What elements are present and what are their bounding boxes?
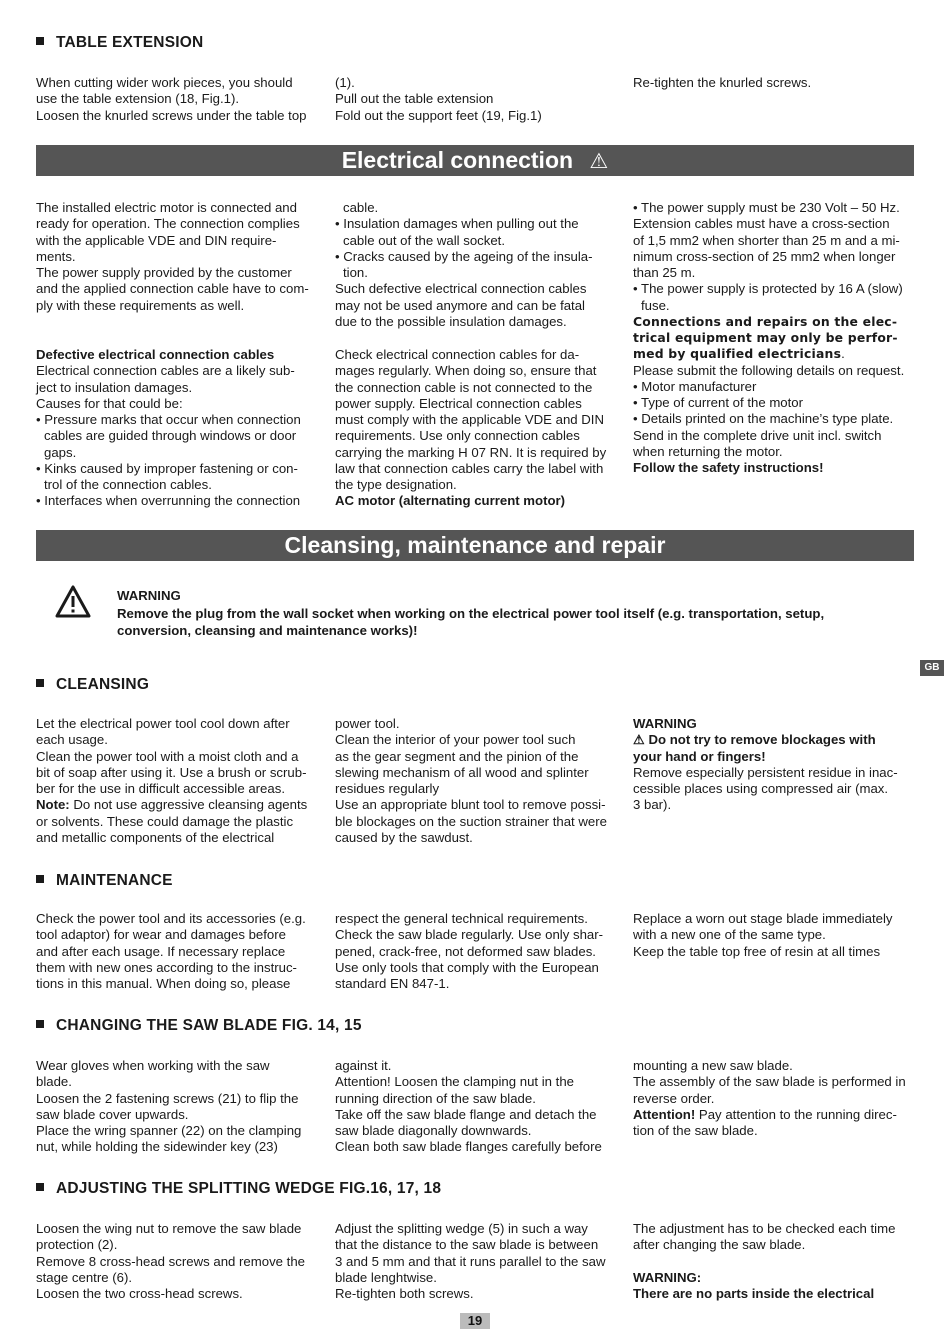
text-line: ject to insulation damages. <box>36 379 193 395</box>
bold-line: trical equipment may only be perfor- <box>633 330 898 345</box>
text-line: Re-tighten both screws. <box>335 1286 474 1301</box>
text-line: The adjustment has to be checked each time <box>633 1221 896 1236</box>
text-line: against it. <box>335 1058 392 1073</box>
text-line: Loosen the two cross-head screws. <box>36 1286 243 1301</box>
text-line: Please submit the following details on request. <box>633 362 905 378</box>
text-line: than 25 m. <box>633 265 696 280</box>
heading-text: MAINTENANCE <box>56 872 173 889</box>
text-line: Use an appropriate blunt tool to remove possi- <box>335 797 606 813</box>
section-heading-cleansing <box>36 676 149 694</box>
text-line: tion of the saw blade. <box>633 1123 758 1138</box>
text-line: Send in the complete drive unit incl. switch <box>633 427 882 443</box>
text-line: respect the general technical requirements. <box>335 911 588 926</box>
text-line: The installed electric motor is connected and <box>36 200 297 215</box>
text-line: protection (2). <box>36 1237 118 1253</box>
text-line: Clean both saw blade flanges carefully before <box>335 1139 602 1155</box>
text-line: with a new one of the same type. <box>633 927 826 943</box>
bullet-line: • Insulation damages when pulling out the <box>335 216 579 232</box>
text-line: Adjust the splitting wedge (5) in such a way <box>335 1221 588 1236</box>
text-line: Re-tighten the knurled screws. <box>633 75 812 90</box>
splitting-col2 <box>335 1221 617 1302</box>
electrical-col2-bottom <box>335 347 617 510</box>
text-line: as the gear segment and the pinion of the <box>335 748 579 764</box>
maintenance-col3 <box>633 911 915 960</box>
text-line: 3 bar). <box>633 797 672 813</box>
text-line: cables are guided through windows or door <box>44 428 297 444</box>
bar-title: Electrical connection <box>341 147 574 173</box>
text-line: Check electrical connection cables for da- <box>335 347 580 362</box>
text-line: and after each usage. If necessary replace <box>36 943 286 959</box>
text-line: Do not use aggressive cleansing agents <box>69 797 308 813</box>
cleansing-maintenance-bar <box>36 530 914 561</box>
electrical-connection-bar <box>36 145 914 176</box>
text-line: of 1,5 mm2 when shorter than 25 m and a mi- <box>633 232 900 248</box>
electrical-col1-bottom <box>36 347 318 510</box>
square-bullet-icon <box>36 1183 44 1191</box>
text-line: tions in this manual. When doing so, please <box>36 976 291 991</box>
text-line: tool adaptor) for wear and damages before <box>36 927 286 943</box>
text-line: (1). <box>335 75 355 90</box>
text-line: Extension cables must have a cross-section <box>633 216 890 232</box>
text-line: reverse order. <box>633 1090 715 1106</box>
saw-blade-col1 <box>36 1058 318 1156</box>
splitting-col1 <box>36 1221 318 1302</box>
bullet-line: • Kinks caused by improper fastening or con- <box>36 460 298 476</box>
text-line: mounting a new saw blade. <box>633 1058 793 1073</box>
section-heading-saw-blade <box>36 1017 362 1035</box>
bullet-line: • Pressure marks that occur when connection <box>36 412 301 427</box>
bold-line: Follow the safety instructions! <box>633 460 824 475</box>
heading-text: CHANGING THE SAW BLADE FIG. 14, 15 <box>56 1017 362 1034</box>
text-line: Pull out the table extension <box>335 91 494 107</box>
square-bullet-icon <box>36 1020 44 1028</box>
text-line: them with new ones according to the instruc- <box>36 959 297 975</box>
text-line: nut, while holding the sidewinder key (23) <box>36 1139 278 1155</box>
splitting-col3 <box>633 1221 915 1302</box>
text-line: Pay attention to the running direc- <box>695 1106 897 1122</box>
heading-text: TABLE EXTENSION <box>56 34 204 51</box>
text-line: nimum cross-section of 25 mm2 when longer <box>633 248 896 264</box>
text-line: after changing the saw blade. <box>633 1237 806 1253</box>
text-line: when returning the motor. <box>633 443 783 459</box>
electrical-col3 <box>633 200 915 476</box>
subheading: Defective electrical connection cables <box>36 347 275 362</box>
punctuation: . <box>841 346 845 362</box>
maintenance-col2 <box>335 911 617 992</box>
text-line: Such defective electrical connection cables <box>335 281 587 297</box>
text-line: must comply with the applicable VDE and DIN <box>335 412 604 427</box>
text-line: Loosen the 2 fastening screws (21) to flip the <box>36 1090 299 1106</box>
bar-title: Cleansing, maintenance and repair <box>284 532 666 558</box>
text-line: ply with these requirements as well. <box>36 297 245 313</box>
text-line: Let the electrical power tool cool down after <box>36 716 290 731</box>
text-line: power tool. <box>335 716 400 731</box>
bold-line: There are no parts inside the electrical <box>633 1286 875 1301</box>
square-bullet-icon <box>36 37 44 45</box>
text-line: 3 and 5 mm and that it runs parallel to the saw <box>335 1253 606 1269</box>
text-line: tion. <box>343 265 368 280</box>
text-line: ble blockages on the suction strainer that were <box>335 813 607 829</box>
text-line: residues regularly <box>335 781 440 796</box>
text-line: Check the power tool and its accessories (e.g. <box>36 911 306 926</box>
text-line: Remove especially persistent residue in inac- <box>633 764 898 780</box>
text-line: or solvents. These could damage the plastic <box>36 813 294 829</box>
bullet-line: • Motor manufacturer <box>633 378 757 394</box>
text-line: blade. <box>36 1074 72 1090</box>
text-line: Loosen the wing nut to remove the saw blade <box>36 1221 302 1236</box>
text-line: Take off the saw blade flange and detach the <box>335 1106 597 1122</box>
subheading: AC motor (alternating current motor) <box>335 493 566 509</box>
bold-line: med by qualified electricians <box>633 346 842 362</box>
text-line: stage centre (6). <box>36 1269 133 1285</box>
text-line: Electrical connection cables are a likely sub- <box>36 363 295 379</box>
warning-title: WARNING <box>117 588 181 603</box>
bullet-line: • The power supply is protected by 16 A (slow) <box>633 281 903 297</box>
text-line: The power supply provided by the customer <box>36 265 292 280</box>
saw-blade-col2 <box>335 1058 617 1156</box>
bullet-line: • Details printed on the machine’s type plate. <box>633 411 894 427</box>
electrical-col1-top <box>36 200 318 314</box>
note-label: Note: <box>36 797 70 813</box>
text-line: saw blade cover upwards. <box>36 1106 189 1122</box>
text-line: Check the saw blade regularly. Use only shar- <box>335 927 604 943</box>
text-line: Causes for that could be: <box>36 395 183 411</box>
text-line: trol of the connection cables. <box>44 477 212 492</box>
text-line: blade lenghtwise. <box>335 1269 437 1285</box>
maintenance-col1 <box>36 911 318 992</box>
saw-blade-col3 <box>633 1058 915 1139</box>
text-line: standard EN 847-1. <box>335 976 450 991</box>
bullet-line: • Interfaces when overrunning the connection <box>36 493 301 509</box>
text-line: cable. <box>343 200 379 215</box>
text-line: bit of soap after using it. Use a brush or scrub- <box>36 764 307 780</box>
text-line: law that connection cables carry the label with <box>335 460 604 476</box>
text-line: gaps. <box>44 444 77 460</box>
language-tab: GB <box>920 660 944 676</box>
text-line: requirements. Use only connection cables <box>335 428 580 444</box>
cleansing-col2 <box>335 716 617 846</box>
text-line: use the table extension (18, Fig.1). <box>36 91 240 107</box>
text-line: ber for the use in difficult accessible areas. <box>36 781 285 796</box>
text-line: mages regularly. When doing so, ensure that <box>335 363 597 379</box>
attention-label: Attention! <box>633 1106 696 1122</box>
text-line: Keep the table top free of resin at all times <box>633 943 881 959</box>
square-bullet-icon <box>36 875 44 883</box>
section-heading-maintenance <box>36 872 173 890</box>
table-extension-col2 <box>335 75 617 124</box>
text-line: due to the possible insulation damages. <box>335 313 567 329</box>
text-line: Wear gloves when working with the saw <box>36 1058 270 1073</box>
text-line: may not be used anymore and can be fatal <box>335 297 585 313</box>
text-line: slewing mechanism of all wood and splinter <box>335 764 589 780</box>
text-line: When cutting wider work pieces, you should <box>36 75 293 90</box>
text-line: and metallic components of the electrical <box>36 829 275 845</box>
text-line: Clean the power tool with a moist cloth and a <box>36 748 299 764</box>
section-heading-splitting-wedge <box>36 1180 441 1198</box>
text-line: with the applicable VDE and DIN require- <box>36 232 277 248</box>
text-line: the connection cable is not connected to the <box>335 379 593 395</box>
cleansing-col3 <box>633 716 915 814</box>
text-line: Fold out the support feet (19, Fig.1) <box>335 107 542 123</box>
table-extension-col3 <box>633 75 915 91</box>
bold-line: ⚠ Do not try to remove blockages with <box>633 732 876 748</box>
warning-title: WARNING <box>633 716 697 731</box>
text-line: fuse. <box>641 297 670 313</box>
electrical-col2-top <box>335 200 617 330</box>
text-line: Place the wring spanner (22) on the clamping <box>36 1123 302 1138</box>
text-line: Loosen the knurled screws under the table top <box>36 107 307 123</box>
text-line: Clean the interior of your power tool such <box>335 732 576 748</box>
table-extension-col1 <box>36 75 318 124</box>
bullet-line: • Type of current of the motor <box>633 395 804 410</box>
bold-line: your hand or fingers! <box>633 748 766 764</box>
warning-triangle-icon: ⚠ <box>589 149 609 173</box>
text-line: Replace a worn out stage blade immediately <box>633 911 893 926</box>
text-line: that the distance to the saw blade is between <box>335 1237 599 1253</box>
text-line: cable out of the wall socket. <box>343 232 506 248</box>
warning-text: Remove the plug from the wall socket when working on the electrical power tool itself (e.g. transportation, setup, conversion, cleansing and maintenance works)! <box>117 606 825 638</box>
section-heading-table-extension <box>36 34 203 52</box>
text-line: The assembly of the saw blade is performed in <box>633 1074 906 1090</box>
text-line: each usage. <box>36 732 108 748</box>
text-line: running direction of the saw blade. <box>335 1090 536 1106</box>
text-line: pened, crack-free, not deformed saw blades. <box>335 943 596 959</box>
text-line: carrying the marking H 07 RN. It is required by <box>335 444 607 460</box>
heading-text: CLEANSING <box>56 676 150 693</box>
text-line: Use only tools that comply with the European <box>335 959 599 975</box>
text-line: saw blade diagonally downwards. <box>335 1123 532 1138</box>
bullet-line: • Cracks caused by the ageing of the insula- <box>335 248 593 264</box>
text-line: cessible places using compressed air (max. <box>633 781 889 796</box>
text-line: power supply. Electrical connection cables <box>335 395 582 411</box>
text-line: and the applied connection cable have to com- <box>36 281 309 297</box>
warning-title: WARNING: <box>633 1269 702 1285</box>
page-number: 19 <box>460 1313 490 1329</box>
text-line: Remove 8 cross-head screws and remove the <box>36 1253 305 1269</box>
text-line: Attention! Loosen the clamping nut in the <box>335 1074 575 1090</box>
warning-triangle-icon <box>55 585 91 619</box>
text-line: ments. <box>36 248 76 264</box>
text-line: the type designation. <box>335 477 457 492</box>
heading-text: ADJUSTING THE SPLITTING WEDGE FIG.16, 17, 18 <box>56 1180 442 1197</box>
cleansing-col1 <box>36 716 318 846</box>
bold-line: Connections and repairs on the elec- <box>633 313 898 329</box>
text-line: caused by the sawdust. <box>335 829 473 845</box>
bullet-line: • The power supply must be 230 Volt – 50 Hz. <box>633 200 900 215</box>
square-bullet-icon <box>36 679 44 687</box>
text-line: ready for operation. The connection complies <box>36 216 300 232</box>
